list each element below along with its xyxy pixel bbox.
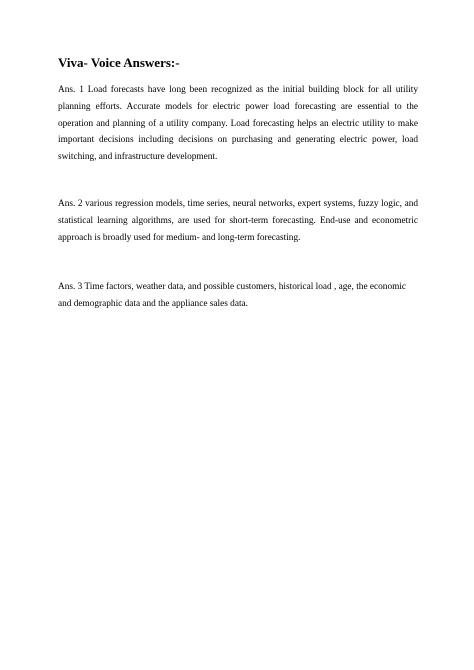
- answer-2-paragraph: Ans. 2 various regression models, time series, neural networks, expert systems, fuzzy logic, and statistical learning algorithms, are used for short-term forecasting. End-use and econometric approach is broadly used for medium- and long-term forecasting.: [58, 199, 418, 243]
- page-heading: Viva- Voice Answers:-: [58, 55, 180, 70]
- answer-1-paragraph: Ans. 1 Load forecasts have long been recognized as the initial building block for all utility planning efforts. Accurate models for electric power load forecasting are essential to the operation and planning of a utility company. Load forecasting helps an electric utility to make important decisions including decisions on purchasing and generating electric power, load switching, and infrastructure development.: [58, 85, 418, 163]
- answer-3-paragraph: Ans. 3 Time factors, weather data, and possible customers, historical load , age, the economic and demographic data and the appliance sales data.: [58, 282, 407, 309]
